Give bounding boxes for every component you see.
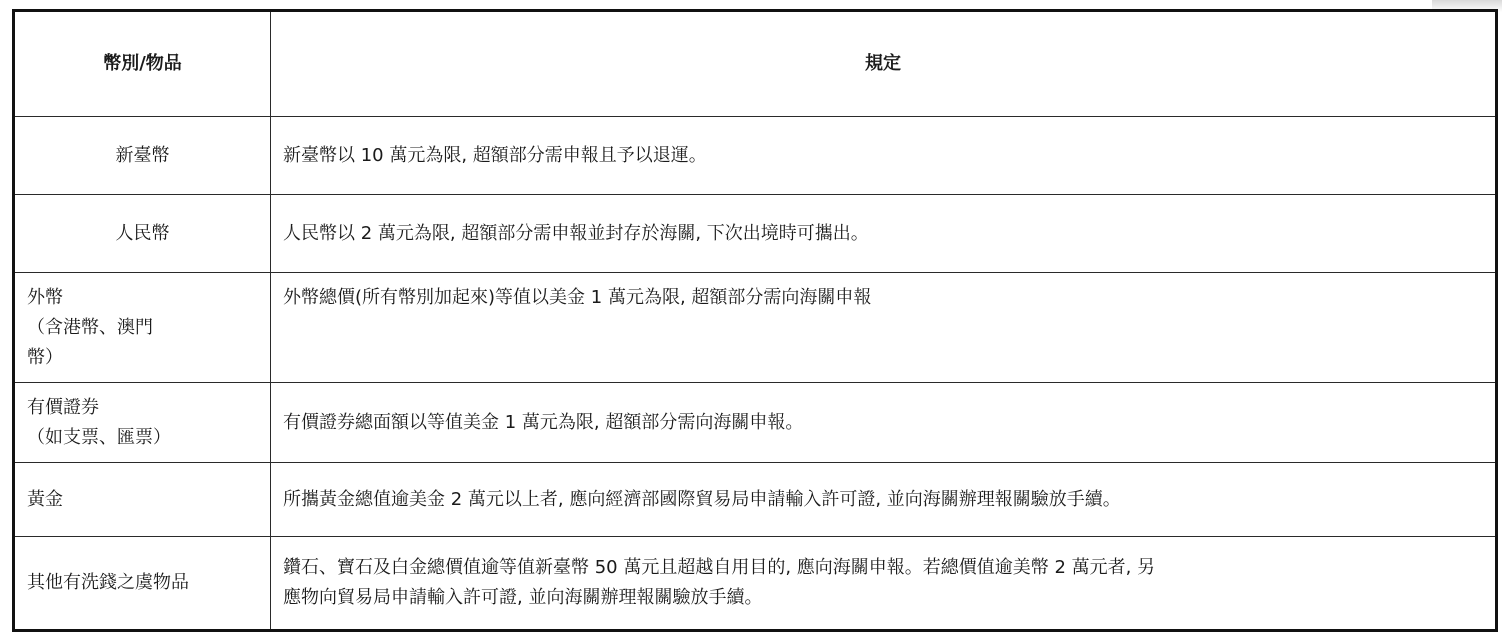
row-rule: 所攜黃金總值逾美金 2 萬元以上者, 應向經濟部國際貿易局申請輸入許可證, 並向海關辦理報關驗放手續。 <box>271 463 1497 537</box>
row-rule: 新臺幣以 10 萬元為限, 超額部分需申報且予以退運。 <box>271 117 1497 195</box>
row-item: 其他有洗錢之虞物品 <box>14 537 271 631</box>
row-item-line: 有價證券 <box>27 396 99 418</box>
row-item-line: 外幣 <box>27 286 63 308</box>
table-header-row <box>14 11 1497 117</box>
row-item-line: 幣） <box>27 346 63 368</box>
table-row <box>14 195 1497 273</box>
row-item: 人民幣 <box>14 195 271 273</box>
header-item: 幣別/物品 <box>14 11 271 117</box>
table-row <box>14 273 1497 383</box>
table-row <box>14 383 1497 463</box>
row-item <box>14 273 271 383</box>
currency-rules-table <box>12 9 1498 632</box>
row-item: 新臺幣 <box>14 117 271 195</box>
header-rule: 規定 <box>271 11 1497 117</box>
row-item-line: （如支票、匯票） <box>27 426 171 448</box>
row-item <box>14 383 271 463</box>
row-rule-line: 鑽石、寶石及白金總價值逾等值新臺幣 50 萬元且超越自用目的, 應向海關申報。若總價值逾美幣 2 萬元者, 另 <box>283 557 1156 578</box>
row-rule: 人民幣以 2 萬元為限, 超額部分需申報並封存於海關, 下次出境時可攜出。 <box>271 195 1497 273</box>
row-rule: 外幣總價(所有幣別加起來)等值以美金 1 萬元為限, 超額部分需向海關申報 <box>271 273 1497 383</box>
table-row <box>14 537 1497 631</box>
row-item: 黃金 <box>14 463 271 537</box>
row-item-line: （含港幣、澳門 <box>27 316 153 338</box>
table-row <box>14 117 1497 195</box>
row-rule-line: 應物向貿易局申請輸入許可證, 並向海關辦理報關驗放手續。 <box>283 587 763 608</box>
row-rule <box>271 537 1497 631</box>
table-row <box>14 463 1497 537</box>
row-rule: 有價證券總面額以等值美金 1 萬元為限, 超額部分需向海關申報。 <box>271 383 1497 463</box>
